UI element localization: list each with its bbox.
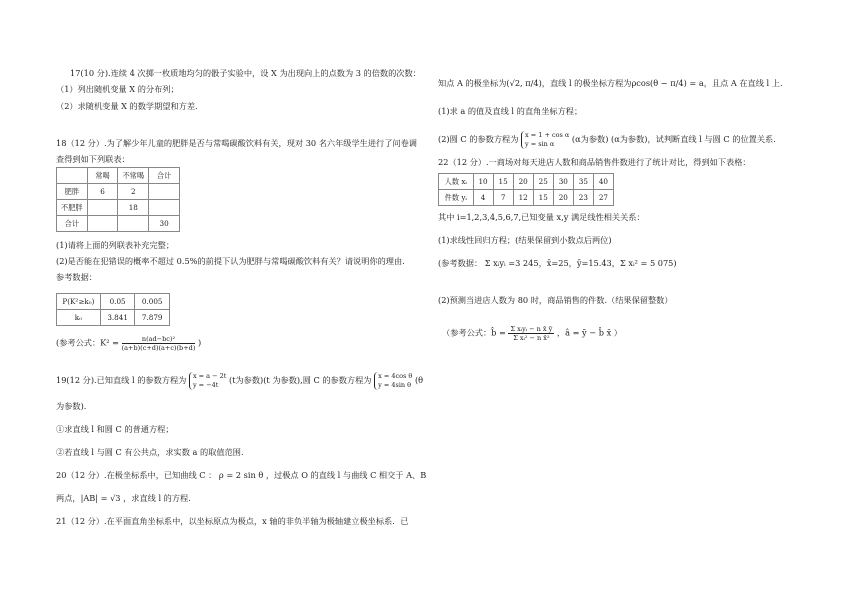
table-cell: 常喝 [87,168,118,184]
table-cell [57,168,88,184]
q22-line1: 22（12 分）.一商场对每天进店人数和商品销售件数进行了统计对比，得到如下表格： [438,157,751,167]
q22-sub1: (1)求线性回归方程；(结果保留到小数点后两位) [438,235,612,245]
table-cell: 3.841 [100,310,135,326]
table-cell: 20 [513,174,533,190]
table-cell: 27 [593,190,613,206]
table-cell: 25 [533,174,553,190]
circle-param-system [521,131,569,149]
table-cell: 18 [118,200,149,216]
table-row [57,294,170,310]
circle-equation-system [374,372,412,390]
q17-line1: 17(10 分).连续 4 次掷一枚质地均匀的骰子实验中，设 X 为出现向上的点数为 3 的倍数的次数： [70,68,421,78]
q21-sub1: (1)求 a 的值及直线 l 的直角坐标方程； [438,106,583,116]
q21-cont: 知点 A 的极坐标为(√2, π/4)，直线 l 的极坐标方程为ρcos(θ − π/4) = a，且点 A 在直线 l 上. [438,78,783,88]
table-row [57,200,180,216]
formula-prefix: （参考公式：b̂ = [442,327,506,338]
formula-prefix: (参考公式：K² = [56,337,119,348]
table-cell: 30 [149,216,180,232]
q18-line2: 查得到如下列联表： [56,154,130,164]
formula-fraction [122,335,196,352]
equation: x = 4cos θ [378,372,413,380]
q22-line2: 其中 i=1,2,3,4,5,6,7,已知变量 x,y 满足线性相关关系： [438,212,645,222]
reference-table [56,293,170,326]
table-row [57,184,180,200]
q18-sub2: (2)是否能在犯错误的概率不超过 0.5%的前提下认为肥胖与常喝碳酸饮料有关？请说明你的理由. [56,256,405,266]
table-cell: 人数 xᵢ [439,174,474,190]
q20-line1: 20（12 分）.在极坐标系中，已知曲线 C ： ρ = 2 sin θ ，过极点 O 的直线 l 与曲线 C 相交于 A、B [56,470,427,480]
table-cell: P(K²≥k₀) [57,294,101,310]
q17-sub2: （2）求随机变量 X 的数学期望和方差. [56,101,198,111]
q19-line2: 为参数). [56,401,87,411]
table-cell: 12 [513,190,533,206]
table-cell: 0.05 [100,294,135,310]
table-cell [149,200,180,216]
equation: x = a − 2t [192,372,227,380]
table-cell: 肥胖 [57,184,88,200]
q18-formula [56,335,201,352]
table-cell: 15 [533,190,553,206]
table-row [57,216,180,232]
data-table [438,173,614,206]
q21-line1: 21（12 分）.在平面直角坐标系中，以坐标原点为极点，x 轴的非负半轴为极轴建立极坐标系．已 [56,516,409,526]
table-cell: 0.005 [135,294,170,310]
table-row [57,310,170,326]
q17-sub1: （1）列出随机变量 X 的分布列； [56,84,179,94]
table-row [439,190,614,206]
equation: x = 1 + cos α [525,131,570,139]
q22-ref: (参考数据： Σ xᵢyᵢ =3 245，x̄=25，ȳ=15.43，Σ xᵢ² = 5 075) [438,258,677,268]
table-cell: 件数 yᵢ [439,190,474,206]
table-cell: k₀ [57,310,101,326]
formula-denominator: Σ xᵢ² − n x̄² [513,334,550,342]
formula-suffix: ，â = ȳ − b̂ x̄ ） [556,327,622,338]
equation: y = sin α [525,140,555,148]
formula-fraction [508,325,554,342]
q21-sub2-suffix: (α为参数) (α为参数)，试判断直线 l 与圆 C 的位置关系. [571,134,776,144]
table-cell [149,184,180,200]
q18-sub1: (1)请将上面的列联表补充完整； [56,240,175,250]
table-cell: 35 [573,174,593,190]
table-cell: 40 [593,174,613,190]
table-cell: 不肥胖 [57,200,88,216]
table-cell: 10 [473,174,493,190]
table-cell: 合计 [149,168,180,184]
formula-numerator: Σ xᵢyᵢ − n x̄ ȳ [510,325,553,333]
q20-line2: 两点，|AB| = √3 ，求直线 l 的方程. [56,493,191,503]
q19-sub2: ②若直线 l 与圆 C 有公共点，求实数 a 的取值范围. [56,447,244,457]
table-cell [87,200,118,216]
formula-suffix: ) [197,337,202,348]
q18-ref-label: 参考数据： [56,272,97,282]
table-cell: 不常喝 [118,168,149,184]
q22-sub2: (2)预测当进店人数为 80 时，商品销售的件数.（结果保留整数） [438,295,673,305]
equation: y = 4sin θ [378,381,412,389]
table-cell [87,216,118,232]
table-cell: 4 [473,190,493,206]
table-row [439,174,614,190]
q19-tail: (θ [414,375,424,385]
table-cell: 7.879 [135,310,170,326]
q19-intro: 19(12 分).已知直线 l 的参数方程为 [56,375,187,385]
q19-line1 [56,372,423,390]
q21-sub2 [438,131,776,149]
table-cell: 2 [118,184,149,200]
table-cell: 23 [573,190,593,206]
contingency-table [56,167,180,232]
q21-sub2-prefix: (2)圆 C 的参数方程为 [438,134,519,144]
line-equation-system [189,372,226,390]
q19-sub1: ①求直线 l 和圆 C 的普通方程； [56,424,174,434]
table-cell [118,216,149,232]
table-cell: 7 [493,190,513,206]
formula-denominator: (a+b)(c+d)(a+c)(b+d) [121,344,196,352]
q22-formula [442,325,622,342]
table-cell: 15 [493,174,513,190]
equation: y = −4t [192,381,219,389]
table-row [57,168,180,184]
table-cell: 20 [553,190,573,206]
q19-mid: (t为参数)(t 为参数),圆 C 的参数方程为 [229,375,372,385]
table-cell: 合计 [57,216,88,232]
table-cell: 30 [553,174,573,190]
table-cell: 6 [87,184,118,200]
q18-line1: 18（12 分）.为了解少年儿童的肥胖是否与常喝碳酸饮料有关，现对 30 名六年级学生进行了问卷调 [56,138,417,148]
formula-numerator: n(ad−bc)² [122,335,196,344]
